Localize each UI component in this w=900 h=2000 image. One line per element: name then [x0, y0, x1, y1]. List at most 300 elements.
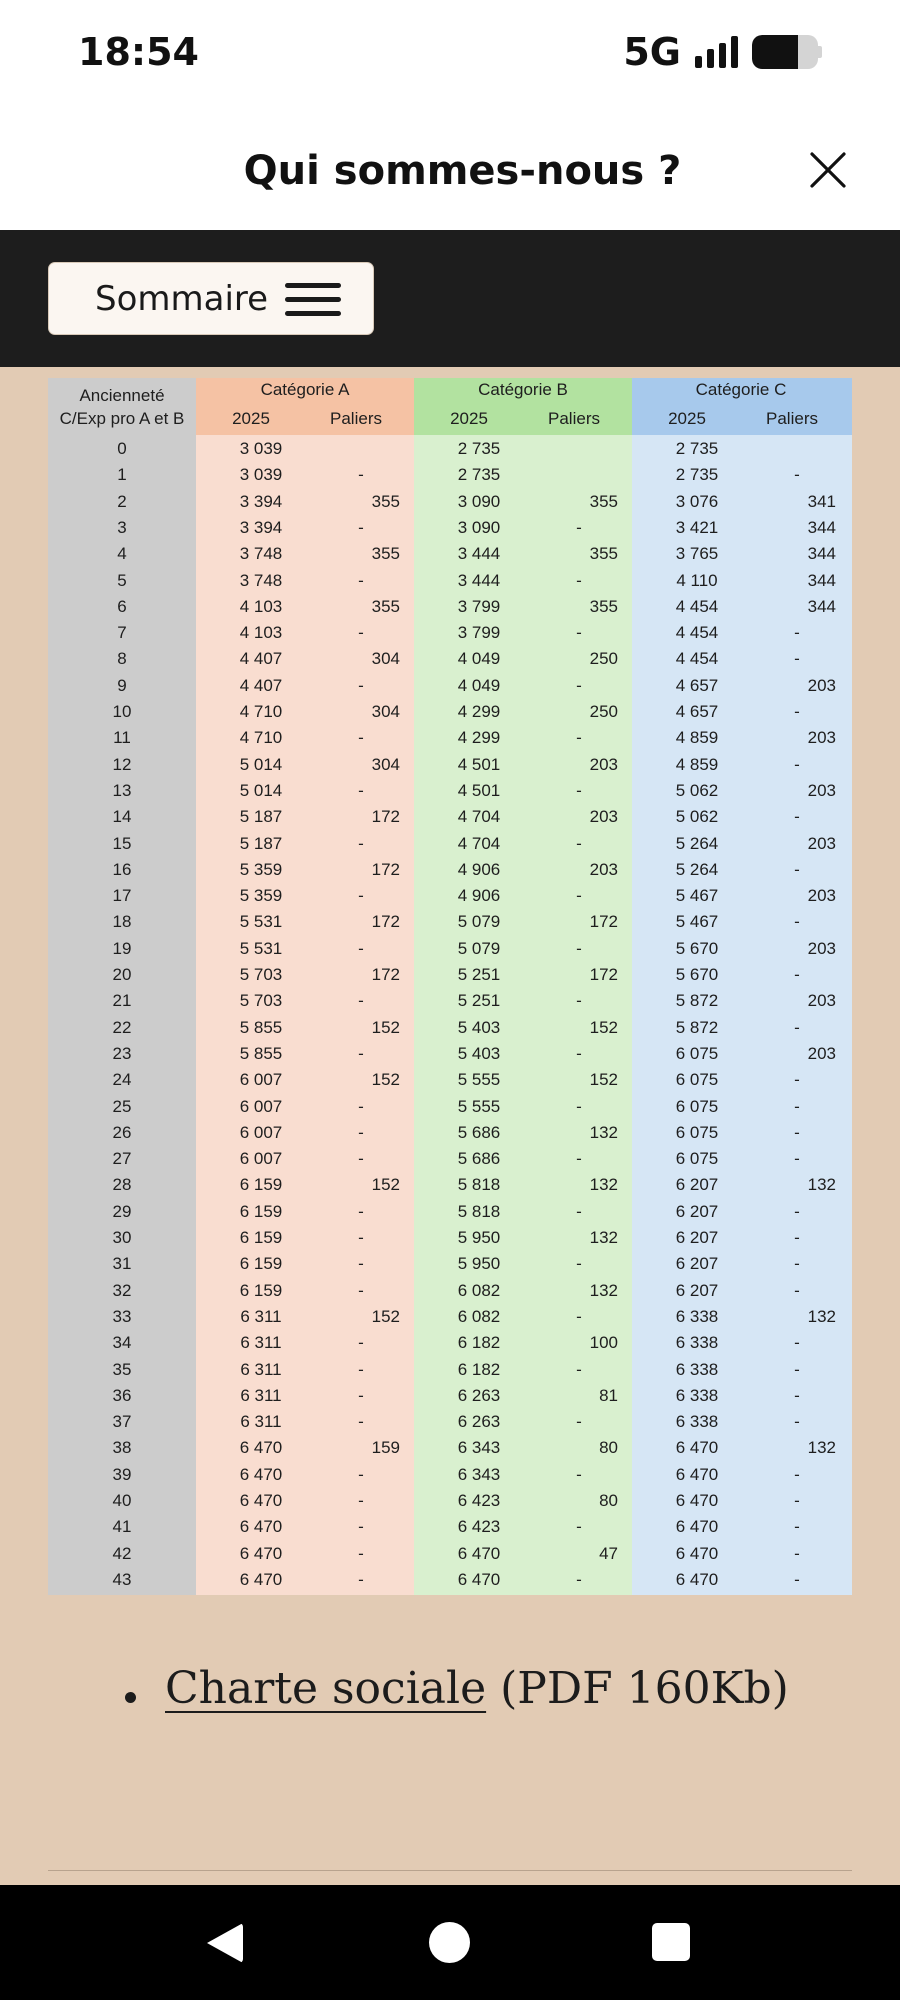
cell-anciennete: 35 [112, 1359, 132, 1379]
cell-salary-2025: 4 103 [239, 596, 283, 616]
cell-salary-2025: 4 454 [675, 649, 719, 669]
cell-palier: - [576, 1201, 582, 1221]
header-anciennete-sub: C/Exp pro A et B [59, 409, 185, 428]
header-paliers: Paliers [330, 409, 382, 428]
cell-salary-2025: 6 423 [457, 1517, 501, 1537]
cell-salary-2025: 4 710 [239, 728, 283, 748]
cell-palier: - [794, 1491, 800, 1510]
cell-palier: - [794, 649, 800, 669]
cell-palier: 344 [807, 517, 836, 537]
cell-salary-2025: 4 657 [675, 675, 719, 695]
status-indicators [623, 30, 822, 74]
cell-salary-2025: 4 906 [457, 886, 501, 906]
cell-salary-2025: 6 207 [675, 1254, 719, 1274]
cell-palier: - [794, 807, 800, 827]
cell-palier: 250 [589, 649, 618, 669]
cell-salary-2025: 5 555 [457, 1096, 501, 1116]
cell-palier: 344 [807, 570, 836, 590]
cell-salary-2025: 6 470 [239, 1491, 283, 1510]
cell-anciennete: 37 [112, 1412, 132, 1432]
cell-palier: - [794, 965, 800, 984]
cell-salary-2025: 4 710 [239, 702, 283, 721]
cell-salary-2025: 6 182 [457, 1359, 501, 1379]
cell-palier: - [576, 780, 582, 800]
cell-anciennete: 30 [112, 1228, 132, 1247]
page-header [0, 110, 900, 230]
cell-salary-2025: 5 251 [457, 991, 501, 1011]
cell-palier: 47 [599, 1543, 618, 1563]
cell-anciennete: 16 [112, 859, 132, 879]
cell-salary-2025: 6 182 [457, 1333, 501, 1353]
cell-salary-2025: 5 703 [239, 991, 283, 1011]
cell-salary-2025: 6 311 [240, 1359, 282, 1379]
cell-salary-2025: 5 531 [239, 938, 283, 958]
cell-salary-2025: 6 338 [675, 1412, 719, 1432]
cell-anciennete: 39 [112, 1464, 132, 1484]
cell-salary-2025: 6 159 [239, 1201, 283, 1221]
cell-salary-2025: 6 207 [675, 1201, 719, 1221]
cell-salary-2025: 5 403 [457, 1043, 501, 1063]
cell-anciennete: 7 [117, 623, 127, 643]
cell-salary-2025: 6 007 [239, 1070, 283, 1090]
cell-palier: - [576, 623, 582, 643]
cell-palier: 203 [589, 754, 618, 774]
salary-grid-table [48, 378, 852, 1595]
cell-anciennete: 3 [117, 517, 127, 537]
cell-salary-2025: 5 670 [675, 965, 719, 984]
cell-salary-2025: 2 735 [457, 465, 501, 485]
cell-palier: 132 [807, 1175, 836, 1195]
cell-salary-2025: 5 264 [675, 833, 719, 853]
signal-strength-icon [695, 36, 738, 68]
cell-palier: 172 [371, 965, 400, 984]
cell-salary-2025: 5 531 [239, 912, 283, 932]
cell-salary-2025: 5 359 [239, 859, 283, 879]
cell-palier: - [576, 1306, 582, 1326]
cell-anciennete: 21 [112, 991, 132, 1011]
cell-palier: - [576, 1254, 582, 1274]
cell-salary-2025: 6 007 [239, 1149, 283, 1169]
cell-palier: - [358, 623, 364, 643]
cell-palier: - [794, 1385, 800, 1405]
cell-palier: - [794, 623, 800, 643]
bullet-icon [125, 1692, 136, 1703]
cell-salary-2025: 4 859 [675, 754, 719, 774]
cell-salary-2025: 3 748 [239, 544, 283, 564]
cell-salary-2025: 5 403 [457, 1017, 501, 1037]
cell-palier: 304 [371, 702, 400, 721]
cell-salary-2025: 3 444 [457, 544, 501, 564]
cell-salary-2025: 5 670 [675, 938, 719, 958]
cell-salary-2025: 6 470 [239, 1438, 283, 1458]
cell-salary-2025: 4 049 [457, 675, 501, 695]
cell-palier: - [576, 1043, 582, 1063]
header-year: 2025 [668, 409, 706, 428]
cell-palier: - [794, 1359, 800, 1379]
cell-salary-2025: 3 090 [457, 491, 501, 511]
cell-palier: 203 [589, 859, 618, 879]
cell-salary-2025: 6 075 [675, 1149, 719, 1169]
cell-anciennete: 28 [112, 1175, 132, 1195]
cell-anciennete: 1 [117, 465, 127, 485]
cell-salary-2025: 4 049 [457, 649, 501, 669]
header-anciennete: Ancienneté [79, 386, 165, 405]
cell-palier: 250 [589, 702, 618, 721]
cell-palier: - [576, 1569, 582, 1589]
cell-palier: 203 [589, 807, 618, 827]
cell-anciennete: 6 [117, 596, 127, 616]
network-type-label: 5G [623, 30, 681, 74]
cell-salary-2025: 6 207 [675, 1280, 719, 1300]
cell-palier: - [794, 1280, 800, 1300]
cell-palier: - [358, 570, 364, 590]
cell-salary-2025: 6 470 [675, 1517, 719, 1537]
cell-palier: 355 [589, 596, 618, 616]
cell-salary-2025: 5 555 [457, 1070, 501, 1090]
cell-palier: - [794, 1333, 800, 1353]
cell-palier: 80 [599, 1438, 618, 1458]
hamburger-menu-icon [285, 283, 341, 317]
cell-anciennete: 11 [113, 728, 131, 748]
back-triangle-icon[interactable] [207, 1923, 243, 1963]
cell-palier: 172 [371, 807, 400, 827]
cell-palier: - [576, 517, 582, 537]
charte-file-info: (PDF 160Kb) [486, 1663, 789, 1714]
cell-palier: - [358, 465, 364, 485]
cell-palier: - [358, 1201, 364, 1221]
cell-anciennete: 8 [117, 649, 127, 669]
cell-palier: 203 [807, 886, 836, 906]
cell-salary-2025: 5 686 [457, 1122, 501, 1142]
cell-salary-2025: 5 062 [675, 780, 719, 800]
cell-salary-2025: 4 501 [457, 754, 501, 774]
cell-salary-2025: 6 338 [675, 1306, 719, 1326]
header-year: 2025 [232, 409, 270, 428]
cell-palier: - [794, 1254, 800, 1274]
cell-anciennete: 23 [112, 1043, 132, 1063]
cell-palier: - [358, 991, 364, 1011]
cell-salary-2025: 5 950 [457, 1254, 501, 1274]
cell-salary-2025: 4 657 [675, 702, 719, 721]
cell-anciennete: 33 [112, 1306, 132, 1326]
cell-anciennete: 32 [112, 1280, 132, 1300]
cell-palier: - [794, 1517, 800, 1537]
cell-salary-2025: 6 082 [457, 1306, 501, 1326]
cell-salary-2025: 4 501 [457, 780, 501, 800]
cell-anciennete: 42 [112, 1543, 132, 1563]
cell-salary-2025: 6 082 [457, 1280, 501, 1300]
main-content [0, 367, 900, 1885]
cell-palier: - [358, 1043, 364, 1063]
cell-salary-2025: 5 818 [457, 1175, 501, 1195]
cell-salary-2025: 6 263 [457, 1412, 501, 1432]
cell-palier: - [576, 991, 582, 1011]
cell-salary-2025: 4 906 [457, 859, 501, 879]
cell-anciennete: 24 [112, 1070, 132, 1090]
close-icon[interactable] [808, 150, 848, 190]
sommaire-label: Sommaire [95, 278, 269, 319]
cell-palier: 152 [589, 1017, 618, 1037]
cell-salary-2025: 3 765 [675, 544, 719, 564]
cell-palier: - [358, 833, 364, 853]
cell-salary-2025: 4 299 [457, 702, 501, 721]
cell-palier: 152 [589, 1070, 618, 1090]
home-circle-icon[interactable] [429, 1922, 470, 1963]
cell-palier: 100 [589, 1333, 618, 1353]
cell-anciennete: 13 [112, 780, 132, 800]
cell-palier: 132 [589, 1122, 618, 1142]
cell-anciennete: 2 [117, 491, 127, 511]
cell-palier: 152 [371, 1070, 400, 1090]
cell-palier: - [358, 1228, 364, 1247]
cell-salary-2025: 5 264 [675, 859, 719, 879]
cell-palier: - [576, 886, 582, 906]
cell-palier: 203 [807, 991, 836, 1011]
cell-palier: - [358, 1464, 364, 1484]
cell-palier: - [794, 1096, 800, 1116]
cell-palier: 344 [807, 596, 836, 616]
cell-palier: 203 [807, 1043, 836, 1063]
cell-palier: 304 [371, 649, 400, 669]
cell-salary-2025: 6 207 [675, 1175, 719, 1195]
cell-salary-2025: 5 079 [457, 938, 501, 958]
cell-palier: - [358, 1517, 364, 1537]
charte-sociale-link[interactable]: Charte sociale [165, 1663, 487, 1714]
cell-anciennete: 41 [112, 1517, 132, 1537]
cell-palier: - [358, 1543, 364, 1563]
cell-palier: 355 [371, 596, 400, 616]
cell-palier: - [576, 570, 582, 590]
cell-salary-2025: 5 467 [675, 912, 719, 932]
cell-palier: 172 [371, 859, 400, 879]
cell-palier: 203 [807, 675, 836, 695]
cell-salary-2025: 6 423 [457, 1491, 501, 1510]
cell-palier: 172 [589, 912, 618, 932]
cell-palier: - [576, 1149, 582, 1169]
cell-anciennete: 22 [112, 1017, 132, 1037]
cell-anciennete: 15 [112, 833, 132, 853]
cell-palier: 355 [589, 544, 618, 564]
cell-palier: - [358, 1096, 364, 1116]
cell-anciennete: 26 [112, 1122, 132, 1142]
cell-palier: - [576, 1096, 582, 1116]
cell-salary-2025: 2 735 [457, 439, 501, 458]
cell-palier: 172 [371, 912, 400, 932]
cell-anciennete: 4 [117, 544, 127, 564]
cell-palier: - [576, 1359, 582, 1379]
cell-palier: 132 [589, 1175, 618, 1195]
cell-salary-2025: 2 735 [675, 439, 719, 458]
cell-salary-2025: 6 470 [239, 1543, 283, 1563]
cell-anciennete: 34 [112, 1333, 132, 1353]
header-category-name: Catégorie B [478, 380, 568, 399]
cell-salary-2025: 6 470 [239, 1464, 283, 1484]
cell-salary-2025: 2 735 [675, 465, 719, 485]
cell-salary-2025: 6 311 [240, 1306, 282, 1326]
cell-palier: 132 [589, 1280, 618, 1300]
cell-anciennete: 29 [112, 1201, 132, 1221]
cell-anciennete: 12 [112, 754, 132, 774]
status-time: 18:54 [78, 30, 199, 74]
cell-anciennete: 25 [112, 1096, 132, 1116]
cell-salary-2025: 4 704 [457, 807, 501, 827]
cell-salary-2025: 6 470 [457, 1543, 501, 1563]
header-year: 2025 [450, 409, 488, 428]
cell-palier: - [358, 938, 364, 958]
cell-salary-2025: 5 079 [457, 912, 501, 932]
cell-salary-2025: 6 075 [675, 1122, 719, 1142]
header-paliers: Paliers [766, 409, 818, 428]
cell-salary-2025: 5 359 [239, 886, 283, 906]
cell-palier: 355 [371, 544, 400, 564]
cell-palier: 152 [371, 1017, 400, 1037]
cell-palier: - [794, 1412, 800, 1432]
cell-salary-2025: 4 103 [239, 623, 283, 643]
cell-palier: - [794, 754, 800, 774]
cell-salary-2025: 6 470 [457, 1569, 501, 1589]
cell-salary-2025: 3 039 [239, 439, 283, 458]
cell-palier: 81 [599, 1385, 618, 1405]
cell-salary-2025: 5 686 [457, 1149, 501, 1169]
page-title: Qui sommes-nous ? [243, 148, 682, 194]
cell-palier: - [358, 1333, 364, 1353]
cell-palier: - [576, 675, 582, 695]
battery-icon [752, 35, 822, 69]
cell-palier: 203 [807, 833, 836, 853]
header-category-name: Catégorie A [260, 380, 350, 399]
cell-palier: 172 [589, 965, 618, 984]
cell-anciennete: 40 [112, 1491, 132, 1510]
cell-salary-2025: 4 704 [457, 833, 501, 853]
sommaire-button[interactable] [48, 262, 374, 335]
cell-salary-2025: 3 090 [457, 517, 501, 537]
cell-palier: - [358, 517, 364, 537]
cell-palier: 152 [371, 1175, 400, 1195]
cell-salary-2025: 3 799 [457, 596, 501, 616]
cell-salary-2025: 6 311 [240, 1412, 282, 1432]
recents-square-icon[interactable] [652, 1923, 690, 1961]
cell-palier: - [576, 833, 582, 853]
cell-salary-2025: 3 076 [675, 491, 719, 511]
cell-palier: - [358, 1569, 364, 1589]
cell-salary-2025: 6 311 [240, 1333, 282, 1353]
cell-salary-2025: 6 470 [675, 1464, 719, 1484]
cell-salary-2025: 3 039 [239, 465, 283, 485]
cell-palier: - [794, 702, 800, 721]
cell-salary-2025: 6 338 [675, 1385, 719, 1405]
cell-palier: - [794, 1543, 800, 1563]
cell-palier: - [358, 1385, 364, 1405]
cell-palier: 203 [807, 728, 836, 748]
cell-salary-2025: 5 818 [457, 1201, 501, 1221]
cell-salary-2025: 5 187 [239, 807, 283, 827]
cell-salary-2025: 5 872 [675, 1017, 719, 1037]
cell-salary-2025: 3 444 [457, 570, 501, 590]
cell-palier: 203 [807, 780, 836, 800]
cell-salary-2025: 4 407 [239, 675, 283, 695]
cell-salary-2025: 4 454 [675, 623, 719, 643]
cell-anciennete: 18 [112, 912, 132, 932]
cell-salary-2025: 4 407 [239, 649, 283, 669]
cell-anciennete: 5 [117, 570, 127, 590]
cell-palier: 304 [371, 754, 400, 774]
cell-palier: - [576, 728, 582, 748]
cell-salary-2025: 5 855 [239, 1017, 283, 1037]
cell-palier: - [358, 1254, 364, 1274]
cell-salary-2025: 6 075 [675, 1096, 719, 1116]
cell-palier: - [358, 1122, 364, 1142]
cell-salary-2025: 6 470 [675, 1543, 719, 1563]
cell-salary-2025: 5 187 [239, 833, 283, 853]
cell-anciennete: 0 [117, 439, 127, 458]
cell-palier: - [794, 1464, 800, 1484]
cell-anciennete: 20 [112, 965, 132, 984]
cell-palier: - [358, 675, 364, 695]
cell-salary-2025: 6 470 [675, 1491, 719, 1510]
status-bar [0, 0, 900, 110]
cell-salary-2025: 6 343 [457, 1438, 501, 1458]
cell-palier: 132 [807, 1438, 836, 1458]
cell-palier: - [794, 1149, 800, 1169]
cell-palier: - [794, 1070, 800, 1090]
cell-palier: 132 [807, 1306, 836, 1326]
cell-salary-2025: 6 343 [457, 1464, 501, 1484]
cell-salary-2025: 5 950 [457, 1228, 501, 1247]
cell-anciennete: 19 [112, 938, 132, 958]
cell-palier: 341 [807, 491, 836, 511]
cell-palier: - [794, 1017, 800, 1037]
cell-palier: 132 [589, 1228, 618, 1247]
cell-salary-2025: 6 311 [240, 1385, 282, 1405]
cell-salary-2025: 6 007 [239, 1096, 283, 1116]
cell-anciennete: 9 [117, 675, 127, 695]
header-category-name: Catégorie C [695, 380, 787, 399]
cell-salary-2025: 5 014 [239, 754, 283, 774]
cell-salary-2025: 5 467 [675, 886, 719, 906]
cell-anciennete: 43 [112, 1569, 132, 1589]
cell-palier: - [358, 1149, 364, 1169]
cell-salary-2025: 4 859 [675, 728, 719, 748]
cell-salary-2025: 6 207 [675, 1228, 719, 1247]
charte-list-item [165, 1663, 789, 1714]
cell-palier: - [794, 1228, 800, 1247]
cell-anciennete: 17 [112, 886, 132, 906]
cell-salary-2025: 6 007 [239, 1122, 283, 1142]
cell-palier: - [576, 1517, 582, 1537]
cell-anciennete: 10 [112, 702, 132, 721]
cell-palier: 159 [371, 1438, 400, 1458]
cell-salary-2025: 6 470 [239, 1517, 283, 1537]
cell-palier: - [358, 1412, 364, 1432]
cell-salary-2025: 6 470 [675, 1438, 719, 1458]
cell-salary-2025: 3 421 [675, 517, 719, 537]
cell-salary-2025: 3 799 [457, 623, 501, 643]
cell-salary-2025: 5 703 [239, 965, 283, 984]
cell-salary-2025: 6 159 [239, 1228, 283, 1247]
cell-salary-2025: 5 855 [239, 1043, 283, 1063]
cell-salary-2025: 5 062 [675, 807, 719, 827]
cell-salary-2025: 3 394 [239, 517, 283, 537]
cell-salary-2025: 6 075 [675, 1043, 719, 1063]
cell-palier: - [576, 938, 582, 958]
cell-palier: - [576, 1464, 582, 1484]
cell-salary-2025: 4 110 [676, 570, 718, 590]
divider [48, 1870, 852, 1871]
cell-salary-2025: 6 159 [239, 1280, 283, 1300]
header-paliers: Paliers [548, 409, 600, 428]
cell-palier: - [794, 1569, 800, 1589]
cell-anciennete: 31 [112, 1254, 132, 1274]
